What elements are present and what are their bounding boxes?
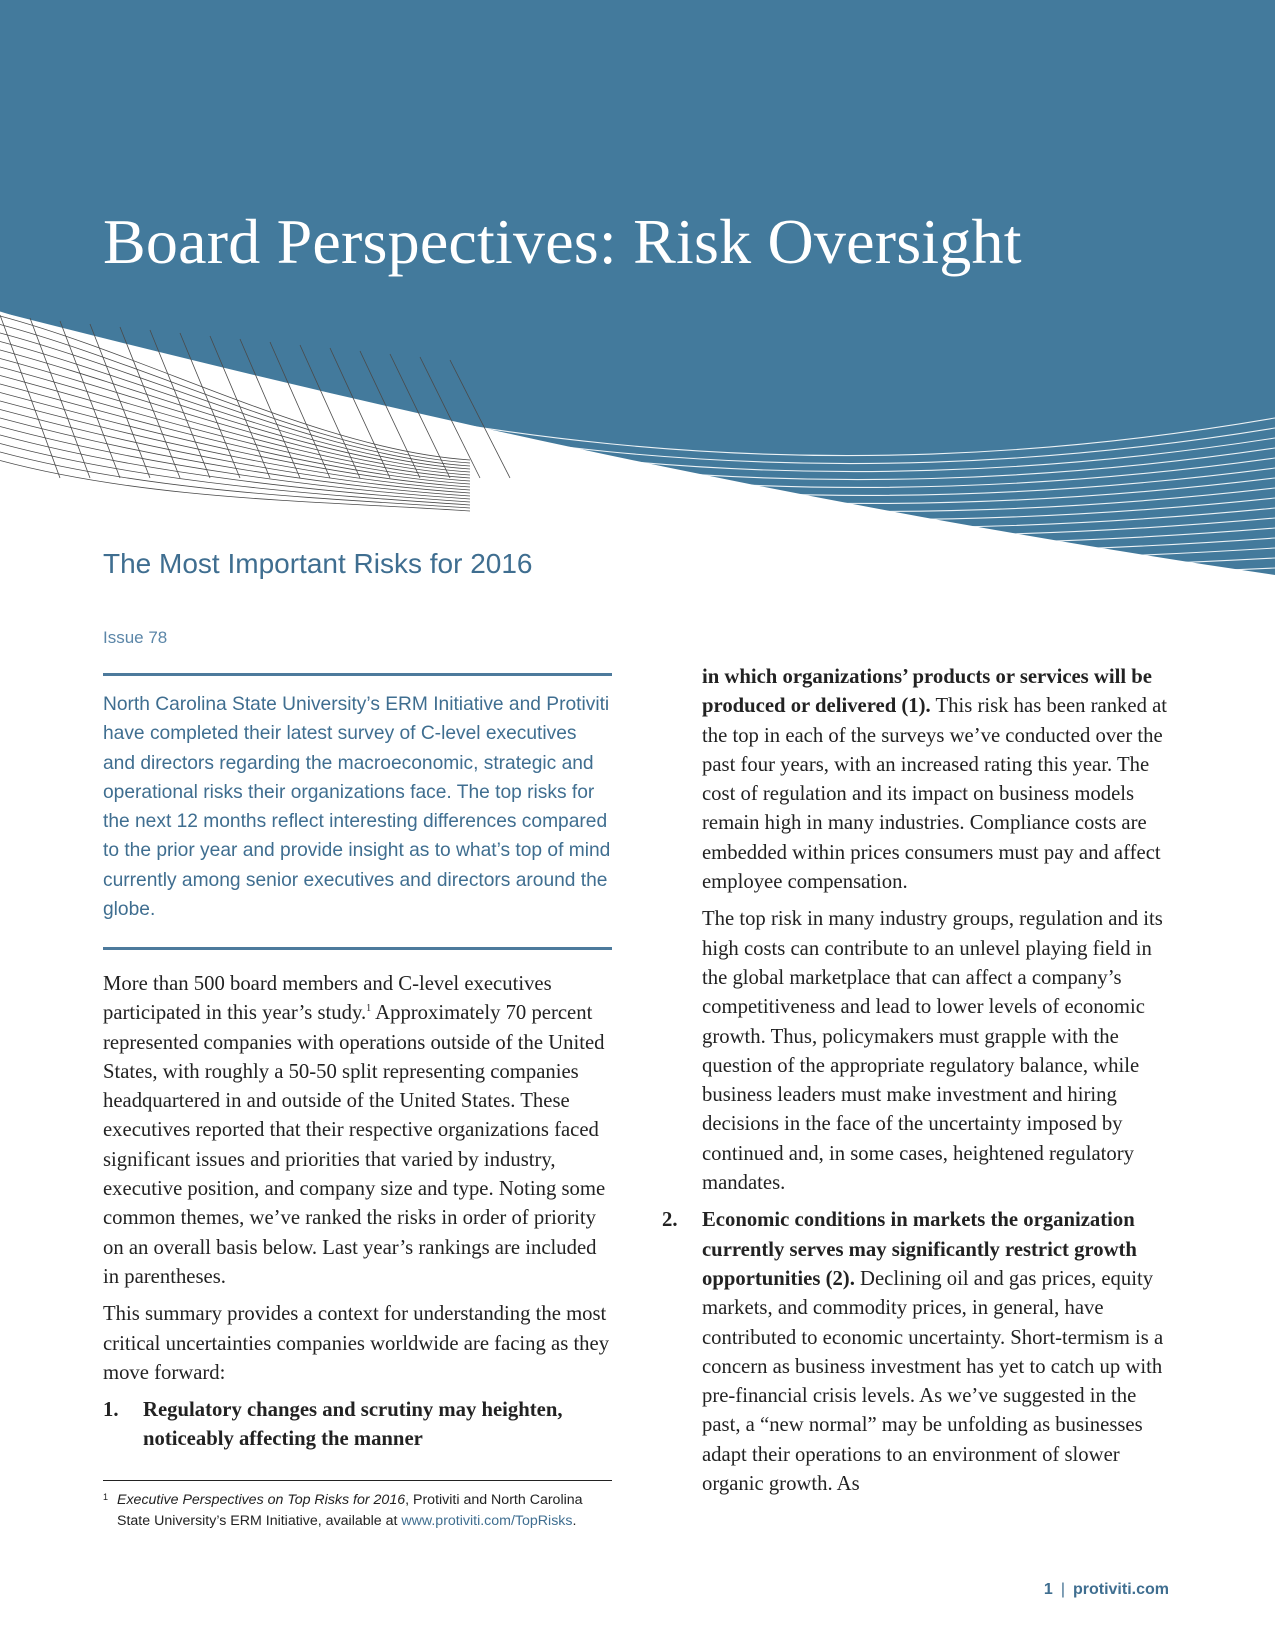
footnote (103, 1490, 613, 1531)
intro-summary: North Carolina State University’s ERM Initiative and Protiviti have completed their latest survey of C-level executives and directors regarding the macroeconomic, strategic and operational risks their organizations face. The top risks for the next 12 months reflect interesting differences compared to the prior year and provide insight as to what’s top of mind currently among senior executives and directors around the globe. (103, 694, 611, 921)
footnote-rule (103, 1480, 612, 1481)
risk-item-2 (662, 1206, 1172, 1499)
body-text: Declining oil and gas prices, equity markets, and commodity prices, in general, have contributed to economic uncertainty. Short-termism is a concern as business investment has yet to catch up with pre-financial crisis levels. As we’ve suggested in the past, a “new normal” may be unfolding as businesses adapt their operations to an environment of slower organic growth. As (702, 1267, 1164, 1496)
body-text: This risk has been ranked at the top in each of the surveys we’ve conducted over the past four years, with an increased rating this year. The cost of regulation and its impact on business models remain high in many industries. Compliance costs are embedded within prices consumers must pay and affect employee compensation. (702, 695, 1168, 894)
footnote-link[interactable]: www.protiviti.com/TopRisks (401, 1512, 573, 1529)
footnote-mark: 1 (103, 1492, 109, 1502)
risk-item-heading: Regulatory changes and scrutiny may heighten, noticeably affecting the manner (143, 1399, 563, 1451)
body-paragraph: This summary provides a context for understanding the most critical uncertainties companies worldwide are facing as they move forward: (103, 1303, 610, 1384)
intro-top-rule (103, 673, 612, 676)
left-column (103, 970, 615, 1463)
issue-number: Issue 78 (103, 628, 168, 647)
footnote-reference: 1 (366, 1003, 372, 1015)
footer-separator: | (1060, 1581, 1065, 1598)
right-column (662, 663, 1172, 1507)
risk-item-number: 1. (103, 1399, 119, 1422)
risk-item-number: 2. (662, 1209, 678, 1232)
footnote-text: , Protiviti and North Carolina State University’s ERM Initiative, available at (117, 1492, 583, 1529)
footer-site-link[interactable]: protiviti.com (1072, 1581, 1169, 1598)
report-subtitle: The Most Important Risks for 2016 (103, 548, 533, 579)
page-footer (1044, 1581, 1169, 1599)
risk-item-1 (103, 1396, 615, 1455)
header-banner (0, 0, 1275, 600)
page-title: Board Perspectives: Risk Oversight (103, 206, 1022, 277)
page-number: 1 (1043, 1581, 1053, 1598)
wave-graphic (0, 0, 1275, 600)
risk-item-heading: Economic conditions in markets the organization currently serves may significantly restrict growth opportunities (2). (702, 1209, 1137, 1290)
risk-item-heading: in which organizations’ products or services will be produced or delivered (1). (702, 666, 1152, 718)
body-paragraph: The top risk in many industry groups, regulation and its high costs can contribute to an unlevel playing field in the global marketplace that can affect a company’s competitiveness and lead to lower levels of economic growth. Thus, policymakers must grapple with the question of the appropriate regulatory balance, while business leaders must make investment and hiring decisions in the face of the uncertainty imposed by continued and, in some cases, heightened regulatory mandates. (702, 908, 1163, 1195)
risk-item-1-continued (662, 663, 1172, 897)
intro-bottom-rule (103, 947, 612, 950)
body-text: Approximately 70 percent represented companies with operations outside of the United States, with roughly a 50-50 split representing companies headquartered in and outside of the United States. These executives reported that their respective organizations faced significant issues and priorities that varied by industry, executive position, and company size and type. Noting some common themes, we’ve ranked the risks in order of priority on an overall basis below. Last year’s rankings are included in parentheses. (103, 1002, 606, 1288)
footnote-text: . (572, 1512, 577, 1529)
body-paragraph (103, 970, 615, 1292)
body-text: More than 500 board members and C-level executives participated in this year’s study. (103, 973, 552, 1025)
footnote-title: Executive Perspectives on Top Risks for 2016 (117, 1492, 406, 1508)
